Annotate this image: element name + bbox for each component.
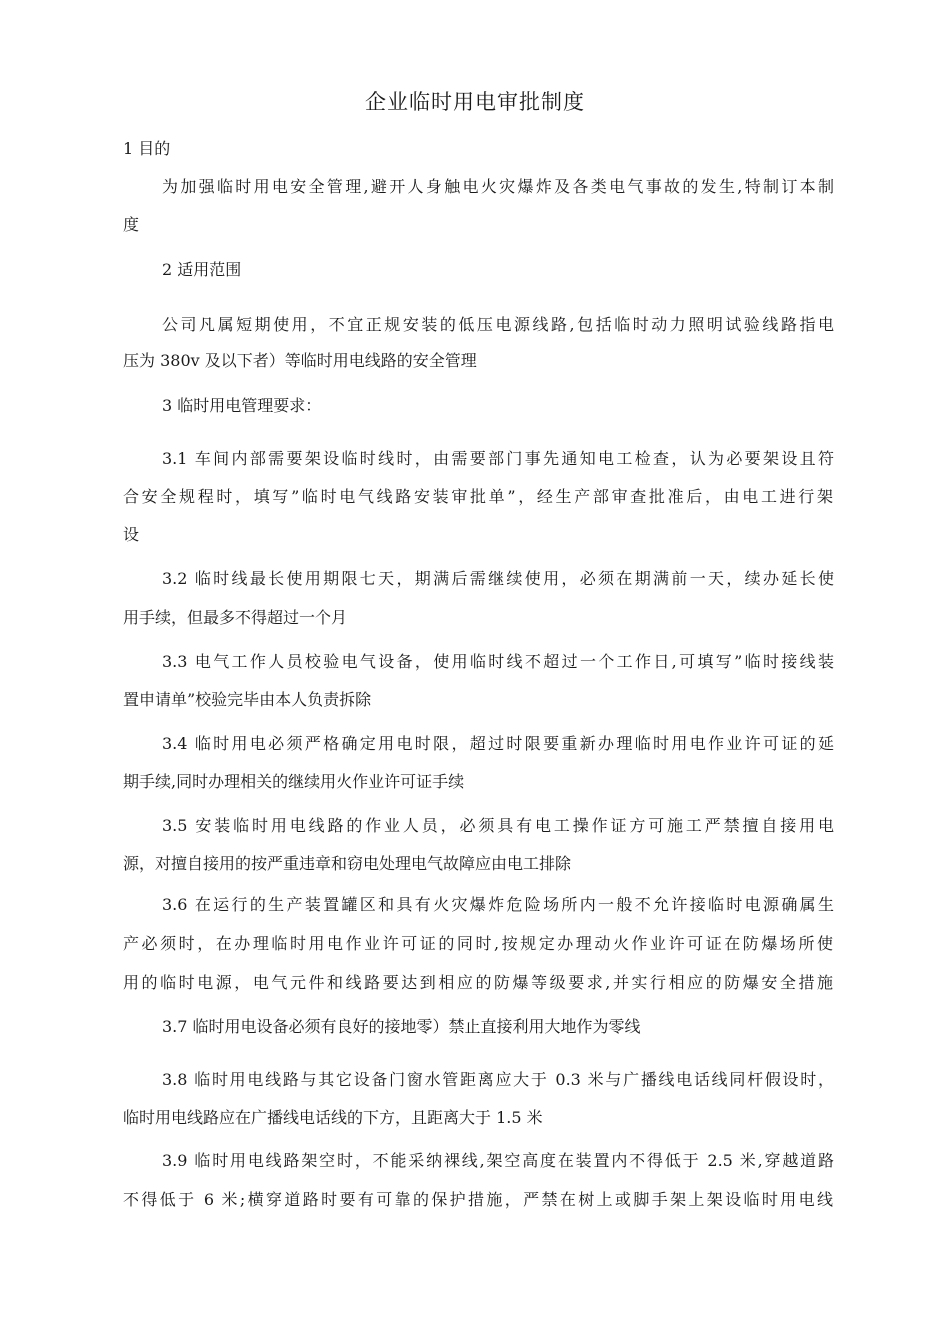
clause-line: 合安全规程时，填写”临时电气线路安装审批单”，经生产部审查批准后，由电工进行架 — [123, 487, 833, 506]
paragraph-line: 压为 380v 及以下者）等临时用电线路的安全管理 — [123, 351, 477, 370]
clause-line: 3.4 临时用电必须严格确定用电时限，超过时限要重新办理临时用电作业许可证的延 — [162, 734, 834, 753]
clause-line: 用的临时电源，电气元件和线路要达到相应的防爆等级要求,并实行相应的防爆安全措施 — [123, 973, 833, 992]
clause-line: 3.7 临时用电设备必须有良好的接地零）禁止直接利用大地作为零线 — [162, 1017, 641, 1036]
clause-line: 产必须时，在办理临时用电作业许可证的同时,按规定办理动火作业许可证在防爆场所使 — [123, 934, 833, 953]
clause-line: 期手续,同时办理相关的继续用火作业许可证手续 — [123, 772, 465, 791]
clause-line: 不得低于 6 米;横穿道路时要有可靠的保护措施，严禁在树上或脚手架上架设临时用电线 — [123, 1190, 833, 1209]
section-heading-scope: 2 适用范围 — [162, 260, 242, 279]
clause-line: 3.8 临时用电线路与其它设备门窗水管距离应大于 0.3 米与广播线电话线同杆假设时， — [162, 1070, 834, 1089]
clause-line: 3.3 电气工作人员校验电气设备，使用临时线不超过一个工作日,可填写”临时接线装 — [162, 652, 834, 671]
paragraph-line: 度 — [123, 215, 140, 234]
clause-line: 临时用电线路应在广播线电话线的下方，且距离大于 1.5 米 — [123, 1108, 543, 1127]
clause-line: 3.5 安装临时用电线路的作业人员，必须具有电工操作证方可施工严禁擅自接用电 — [162, 816, 834, 835]
clause-line: 3.1 车间内部需要架设临时线时，由需要部门事先通知电工检查，认为必要架设且符 — [162, 449, 834, 468]
section-heading-requirements: 3 临时用电管理要求： — [162, 396, 322, 415]
paragraph-line: 公司凡属短期使用，不宜正规安装的低压电源线路,包括临时动力照明试验线路指电 — [162, 315, 834, 334]
clause-line: 源，对擅自接用的按严重违章和窃电处理电气故障应由电工排除 — [123, 854, 572, 873]
clause-line: 3.2 临时线最长使用期限七天，期满后需继续使用，必须在期满前一天，续办延长使 — [162, 569, 834, 588]
clause-line: 3.9 临时用电线路架空时，不能采纳裸线,架空高度在装置内不得低于 2.5 米,穿越道路 — [162, 1151, 834, 1170]
section-heading-purpose: 1 目的 — [123, 139, 171, 158]
paragraph-line: 为加强临时用电安全管理,避开人身触电火灾爆炸及各类电气事故的发生,特制订本制 — [162, 177, 834, 196]
document-title: 企业临时用电审批制度 — [365, 90, 585, 114]
clause-line: 用手续，但最多不得超过一个月 — [123, 608, 348, 627]
clause-line: 设 — [123, 525, 140, 544]
clause-line: 3.6 在运行的生产装置罐区和具有火灾爆炸危险场所内一般不允许接临时电源确属生 — [162, 895, 834, 914]
clause-line: 置申请单”校验完毕由本人负责拆除 — [123, 690, 372, 709]
